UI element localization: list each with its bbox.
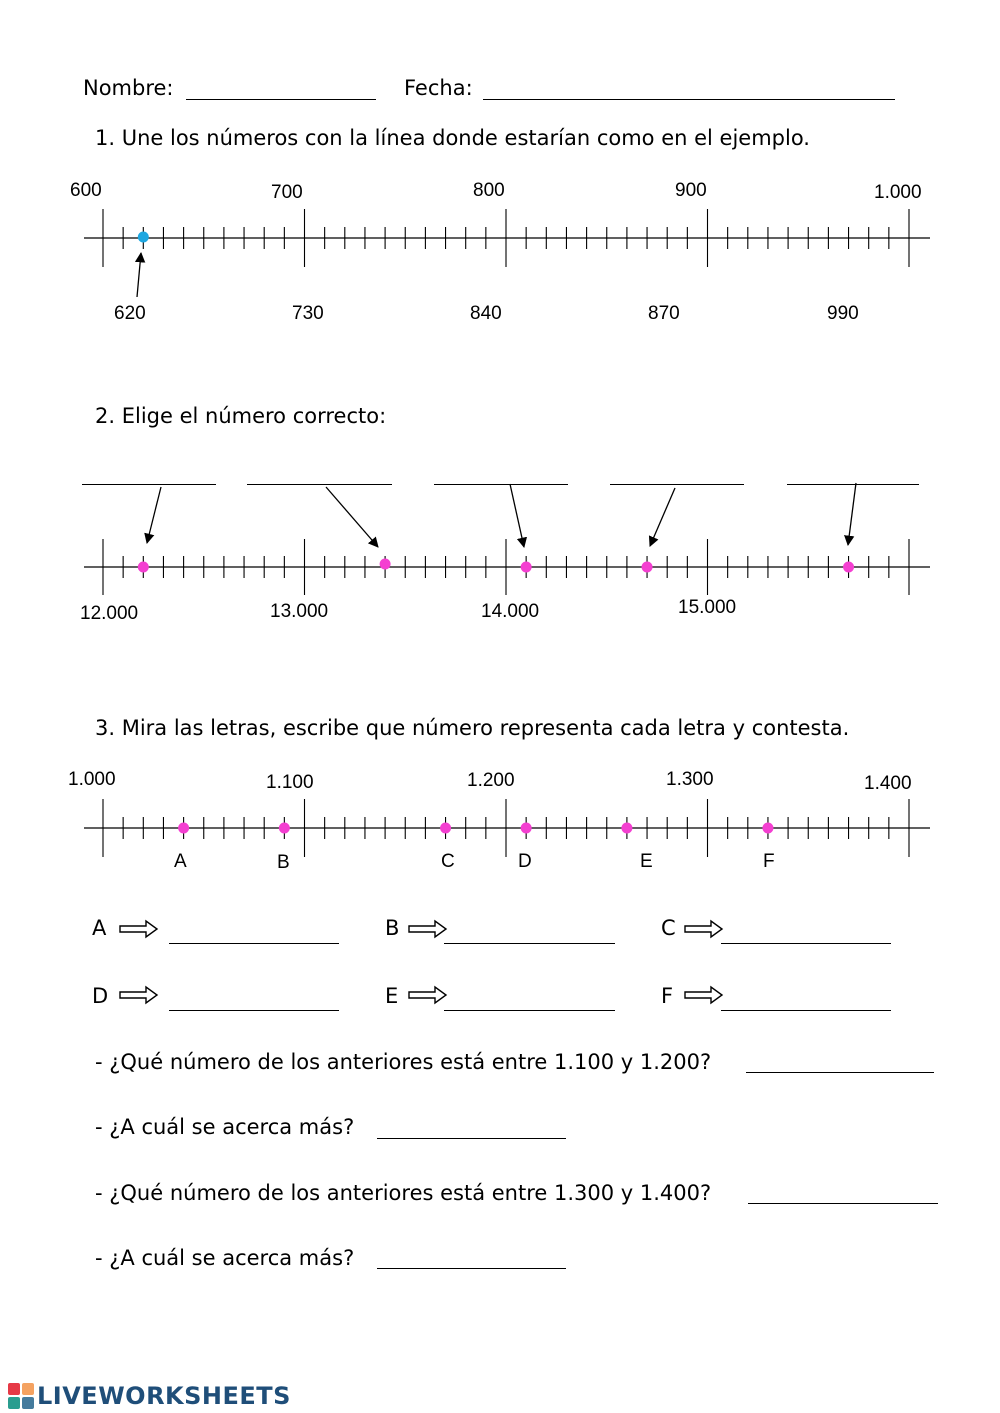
ex1-bottom-label[interactable]: 990 <box>827 303 859 324</box>
outline-arrow-icon <box>120 921 157 937</box>
ex3-top-label: 1.400 <box>864 773 912 794</box>
ex3-dot <box>621 823 632 834</box>
ex2-arrow <box>650 488 675 546</box>
ex1-top-label: 900 <box>675 180 707 201</box>
ex1-top-label: 700 <box>271 182 303 203</box>
name-label: Nombre: <box>83 76 174 100</box>
answer-letter-d: D <box>92 984 109 1008</box>
arrow-icon <box>120 921 722 1003</box>
ex1-bottom-label[interactable]: 840 <box>470 303 502 324</box>
ex1-bottom-label[interactable]: 870 <box>648 303 680 324</box>
ex2-dot <box>138 562 149 573</box>
ex2-arrow <box>510 484 524 547</box>
ex2-arrow <box>848 483 856 545</box>
question-2: - ¿A cuál se acerca más? <box>95 1115 355 1139</box>
ex2-arrow <box>147 487 161 543</box>
ex3-top-label: 1.200 <box>467 770 515 791</box>
ex2-arrow <box>326 487 378 547</box>
question-4: - ¿A cuál se acerca más? <box>95 1246 355 1270</box>
number-line-3 <box>84 799 930 857</box>
answer-letter-a: A <box>92 916 107 940</box>
ex3-letter-label: C <box>441 851 455 872</box>
ex2-instruction: 2. Elige el número correcto: <box>95 404 387 428</box>
ex2-bottom-label: 13.000 <box>270 601 329 622</box>
outline-arrow-icon <box>409 987 446 1003</box>
example-arrow <box>137 253 141 297</box>
footer-brand <box>8 1382 291 1410</box>
number-line-1 <box>84 209 930 267</box>
ex3-letter-label: E <box>640 851 653 872</box>
answer-letter-f: F <box>661 984 674 1008</box>
outline-arrow-icon <box>685 921 722 937</box>
ex1-top-label: 800 <box>473 180 505 201</box>
footer-brand-text: LIVEWORKSHEETS <box>37 1382 291 1410</box>
ex2-dot <box>843 562 854 573</box>
outline-arrow-icon <box>120 987 157 1003</box>
ex3-letter-label: D <box>518 851 532 872</box>
ex2-dot <box>521 562 532 573</box>
ex2-bottom-label: 14.000 <box>481 601 540 622</box>
ex2-dot <box>642 562 653 573</box>
ex3-top-label: 1.100 <box>266 772 314 793</box>
answer-letter-b: B <box>385 916 400 940</box>
ex3-instruction: 3. Mira las letras, escribe que número representa cada letra y contesta. <box>95 716 850 740</box>
ex1-top-label: 600 <box>70 180 102 201</box>
answer-letter-c: C <box>661 916 676 940</box>
ex1-bottom-label[interactable]: 620 <box>114 303 146 324</box>
question-1: - ¿Qué número de los anteriores está entre 1.100 y 1.200? <box>95 1050 712 1074</box>
ex3-dot <box>178 823 189 834</box>
ex2-bottom-label: 15.000 <box>678 597 737 618</box>
ex3-letter-label: B <box>277 852 290 873</box>
date-label: Fecha: <box>404 76 473 100</box>
ex1-top-label: 1.000 <box>874 182 922 203</box>
number-line-2 <box>84 539 930 595</box>
ex1-bottom-label[interactable]: 730 <box>292 303 324 324</box>
ex3-dot <box>521 823 532 834</box>
ex2-dot <box>380 559 391 570</box>
ex3-dot <box>762 823 773 834</box>
answer-letter-e: E <box>385 984 399 1008</box>
ex3-top-label: 1.000 <box>68 769 116 790</box>
ex3-dot <box>440 823 451 834</box>
ex3-dot <box>279 823 290 834</box>
question-3: - ¿Qué número de los anteriores está entre 1.300 y 1.400? <box>95 1181 712 1205</box>
outline-arrow-icon <box>409 921 446 937</box>
ex2-bottom-label: 12.000 <box>80 603 139 624</box>
ex3-letter-label: F <box>763 851 775 872</box>
ex3-top-label: 1.300 <box>666 769 714 790</box>
example-dot <box>138 232 149 243</box>
liveworksheets-logo-icon <box>8 1383 34 1409</box>
ex1-instruction: 1. Une los números con la línea donde estarían como en el ejemplo. <box>95 126 810 150</box>
ex3-letter-label: A <box>174 851 187 872</box>
outline-arrow-icon <box>685 987 722 1003</box>
